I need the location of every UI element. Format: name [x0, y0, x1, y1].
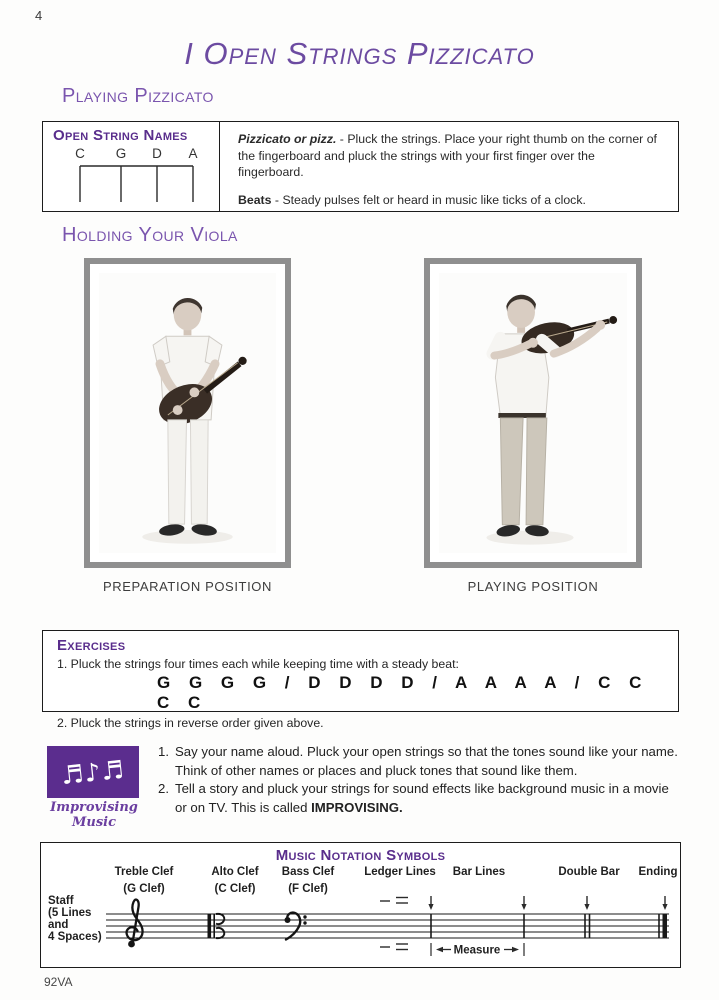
exercise-note-sequence: G G G G / D D D D / A A A A / C C C C: [157, 673, 649, 712]
hand-right: [189, 387, 199, 397]
improvising-music-icon-box: [47, 746, 139, 798]
improvising-item-2-text: [175, 780, 678, 817]
column-label-ending: [639, 864, 678, 881]
definitions-text-panel: [220, 122, 678, 211]
music-staff-diagram: [99, 887, 677, 967]
boy-holding-viola-illustration: [99, 273, 276, 553]
floor-shadow: [142, 530, 232, 544]
string-name-a: A: [188, 146, 198, 161]
page-title: I Open Strings Pizzicato: [184, 36, 535, 71]
exercises-header: Exercises: [57, 637, 126, 654]
page-number: 4: [35, 8, 43, 23]
string-name-d: D: [152, 146, 162, 161]
improvising-instructions: [158, 743, 678, 818]
label-line: (F Clef): [288, 883, 328, 896]
caption-playing-position: PLAYING POSITION: [467, 579, 599, 594]
label-line: Treble Clef: [114, 866, 174, 878]
improvising-item-1-text: Say your name aloud. Pluck your open strings so that the tones sound like your name. Think of other names or places and pluck tones that sound like them.: [175, 744, 678, 778]
section-heading-holding-your-viola: Holding Your Viola: [62, 224, 238, 246]
music-notation-symbols-header: Music Notation Symbols: [275, 847, 446, 864]
plucking-hand: [528, 338, 538, 348]
measure-annotation: [431, 943, 524, 957]
staff-label-line: (5 Lines: [48, 907, 92, 920]
section-heading-playing-pizzicato: Playing Pizzicato: [62, 85, 214, 107]
staff-label-line: 4 Spaces): [48, 931, 102, 944]
separator: -: [336, 132, 348, 146]
beats-term: Beats: [238, 193, 272, 208]
label-line: Double Bar: [558, 866, 620, 878]
music-notation-symbols-box: [40, 842, 681, 968]
hand-left: [173, 405, 183, 415]
staff-label: [48, 895, 102, 943]
caption-preparation-position: PREPARATION POSITION: [103, 579, 272, 594]
viola-scroll: [238, 357, 246, 365]
beats-definition: [238, 192, 662, 209]
improvising-music-label: Improvising Music: [50, 800, 138, 830]
string-name-c: C: [75, 146, 85, 161]
pizzicato-definition: [238, 131, 662, 181]
separator: -: [271, 193, 283, 208]
column-label-double-bar: [558, 864, 619, 881]
photo-preparation-position: [84, 258, 291, 568]
label-line: Alto Clef: [211, 866, 259, 878]
pant-leg-left: [500, 418, 523, 525]
photo-playing-image: [439, 273, 627, 553]
pant-leg-right: [526, 418, 547, 525]
open-string-names-panel: [43, 122, 220, 211]
exercises-box: [42, 630, 679, 730]
belt: [498, 413, 545, 418]
column-label-bar-lines: [453, 864, 505, 881]
boy-playing-viola-illustration: [439, 273, 627, 553]
exercise-item-2: 2. Pluck the strings in reverse order given above.: [57, 716, 324, 730]
staff-label-line: and: [48, 919, 69, 932]
label-line: Ledger Lines: [364, 866, 436, 878]
measure-label: Measure: [453, 944, 501, 957]
label-line: (G Clef): [123, 883, 165, 896]
treble-clef-icon: [127, 900, 143, 948]
string-name-g: G: [115, 146, 127, 161]
improvising-item-2-body: Tell a story and pluck your strings for sound effects like background music in a movie or on TV. This is called: [175, 781, 669, 816]
item-number: 2.: [158, 781, 169, 797]
label-line: Bar Lines: [452, 866, 506, 878]
pointer-arrows: [428, 896, 667, 910]
item-number: 1.: [158, 744, 169, 759]
pizzicato-definition-text: Pluck the strings. Place your right thumb on the corner of the fingerboard and pluck the strings with your first finger over the fingerboard.: [238, 132, 657, 180]
column-label-ledger-lines: [364, 864, 436, 881]
viola-scroll: [609, 316, 617, 324]
improvising-item-1: [158, 743, 678, 780]
definitions-box: [42, 121, 679, 212]
label-line: Ending: [638, 866, 678, 878]
improvising-keyword: IMPROVISING.: [311, 800, 403, 816]
music-notes-icon: ♬♪♬: [59, 754, 127, 790]
label-line: (C Clef): [214, 883, 256, 896]
staff-label-line: Staff: [48, 895, 74, 907]
beats-definition-text: Steady pulses felt or heard in music like ticks of a clock.: [282, 193, 586, 208]
publication-code: 92VA: [44, 975, 73, 989]
photo-playing-position: [424, 258, 642, 568]
hand-on-neck: [595, 320, 605, 330]
exercise-item-1: 1. Pluck the strings four times each while keeping time with a steady beat:: [57, 657, 459, 671]
ledger-lines-icon: [380, 898, 408, 950]
pant-leg-right: [190, 420, 208, 524]
open-string-names-header: Open String Names: [53, 127, 188, 144]
photo-preparation-image: [99, 273, 276, 553]
improvising-item-2: [158, 780, 678, 817]
label-line: Bass Clef: [281, 866, 335, 878]
open-strings-diagram: [53, 144, 208, 206]
pant-leg-left: [168, 420, 187, 524]
pizzicato-term: Pizzicato or pizz.: [238, 132, 337, 146]
